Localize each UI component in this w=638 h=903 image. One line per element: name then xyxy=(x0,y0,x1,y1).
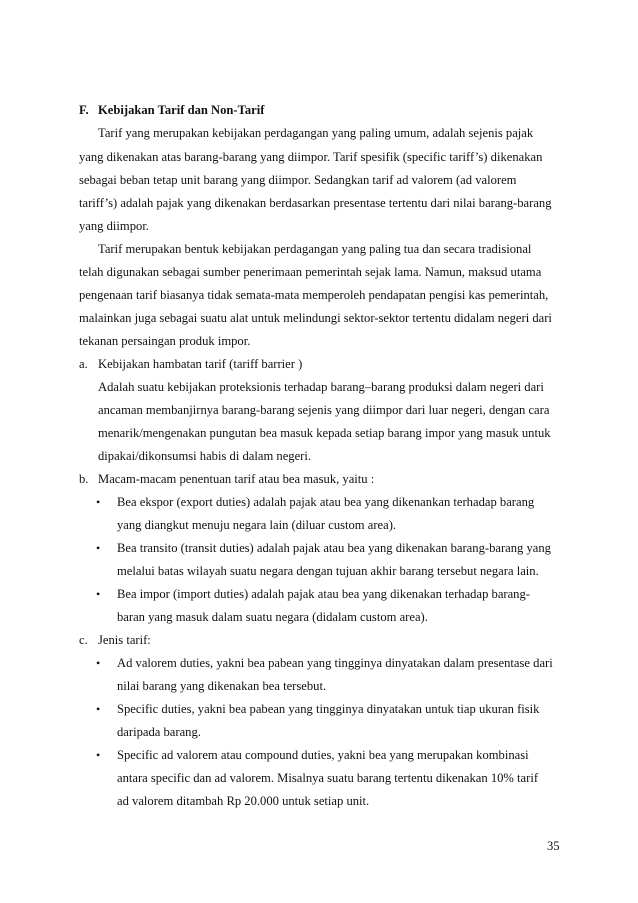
bullet-line: Bea transito (transit duties) adalah pajak atau bea yang dikenakan barang-barang yang xyxy=(117,541,551,555)
bullet-line: nilai barang yang dikenakan bea tersebut. xyxy=(117,679,327,693)
bullet-line: Ad valorem duties, yakni bea pabean yang tingginya dinyatakan dalam presentase dari xyxy=(117,656,553,670)
paragraph-line: malainkan juga sebagai suatu alat untuk melindungi sektor-sektor tertentu didalam negeri dari xyxy=(79,311,552,325)
bullet-icon: • xyxy=(96,495,101,509)
list-item-line: ancaman membanjirnya barang-barang sejenis yang diimpor dari luar negeri, dengan cara xyxy=(98,403,550,417)
paragraph-line: pengenaan tarif biasanya tidak semata-mata memperoleh pendapatan pengisi kas pemerintah, xyxy=(79,288,549,302)
bullet-line: baran yang masuk dalam suatu negara (didalam custom area). xyxy=(117,610,428,624)
bullet-line: yang diangkut menuju negara lain (diluar custom area). xyxy=(117,518,397,532)
paragraph-line: telah digunakan sebagai sumber penerimaan pemerintah sejak lama. Namun, maksud utama xyxy=(79,265,542,279)
list-item-title: Kebijakan hambatan tarif (tariff barrier ) xyxy=(98,357,303,371)
list-item-line: dipakai/dikonsumsi habis di dalam negeri. xyxy=(98,449,312,463)
bullet-line: Bea impor (import duties) adalah pajak atau bea yang dikenakan terhadap barang- xyxy=(117,587,530,601)
bullet-line: antara specific dan ad valorem. Misalnya suatu barang tertentu dikenakan 10% tarif xyxy=(117,771,539,785)
section-title: Kebijakan Tarif dan Non-Tarif xyxy=(98,103,265,117)
bullet-line: Bea ekspor (export duties) adalah pajak atau bea yang dikenankan terhadap barang xyxy=(117,495,535,509)
bullet-line: Specific duties, yakni bea pabean yang tingginya dinyatakan untuk tiap ukuran fisik xyxy=(117,702,540,716)
list-marker: a. xyxy=(79,357,88,371)
list-item-line: Adalah suatu kebijakan proteksionis terhadap barang–barang produksi dalam negeri dari xyxy=(98,380,544,394)
bullet-line: melalui batas wilayah suatu negara dengan tujuan akhir barang tersebut negara lain. xyxy=(117,564,539,578)
bullet-icon: • xyxy=(96,587,101,601)
bullet-line: ad valorem ditambah Rp 20.000 untuk setiap unit. xyxy=(117,794,370,808)
list-marker: b. xyxy=(79,472,89,486)
bullet-line: Specific ad valorem atau compound duties, yakni bea yang merupakan kombinasi xyxy=(117,748,529,762)
paragraph-line: Tarif merupakan bentuk kebijakan perdagangan yang paling tua dan secara tradisional xyxy=(98,242,532,256)
bullet-icon: • xyxy=(96,656,101,670)
paragraph-line: tekanan persaingan produk impor. xyxy=(79,334,251,348)
page-number: 35 xyxy=(547,839,560,853)
section-number: F. xyxy=(79,103,89,117)
bullet-icon: • xyxy=(96,748,101,762)
list-marker: c. xyxy=(79,633,88,647)
bullet-icon: • xyxy=(96,702,101,716)
bullet-line: daripada barang. xyxy=(117,725,201,739)
paragraph-line: yang diimpor. xyxy=(79,219,149,233)
paragraph-line: yang dikenakan atas barang-barang yang diimpor. Tarif spesifik (specific tariff’s) dikenakan xyxy=(79,150,543,164)
list-item-title: Macam-macam penentuan tarif atau bea masuk, yaitu : xyxy=(98,472,375,486)
paragraph-line: Tarif yang merupakan kebijakan perdagangan yang paling umum, adalah sejenis pajak xyxy=(98,126,534,140)
list-item-line: menarik/mengenakan pungutan bea masuk kepada setiap barang impor yang masuk untuk xyxy=(98,426,551,440)
paragraph-line: sebagai beban tetap unit barang yang diimpor. Sedangkan tarif ad valorem (ad valorem xyxy=(79,173,517,187)
paragraph-line: tariff’s) adalah pajak yang dikenakan berdasarkan presentase tertentu dari nilai barang-barang xyxy=(79,196,552,210)
bullet-icon: • xyxy=(96,541,101,555)
list-item-title: Jenis tarif: xyxy=(98,633,151,647)
